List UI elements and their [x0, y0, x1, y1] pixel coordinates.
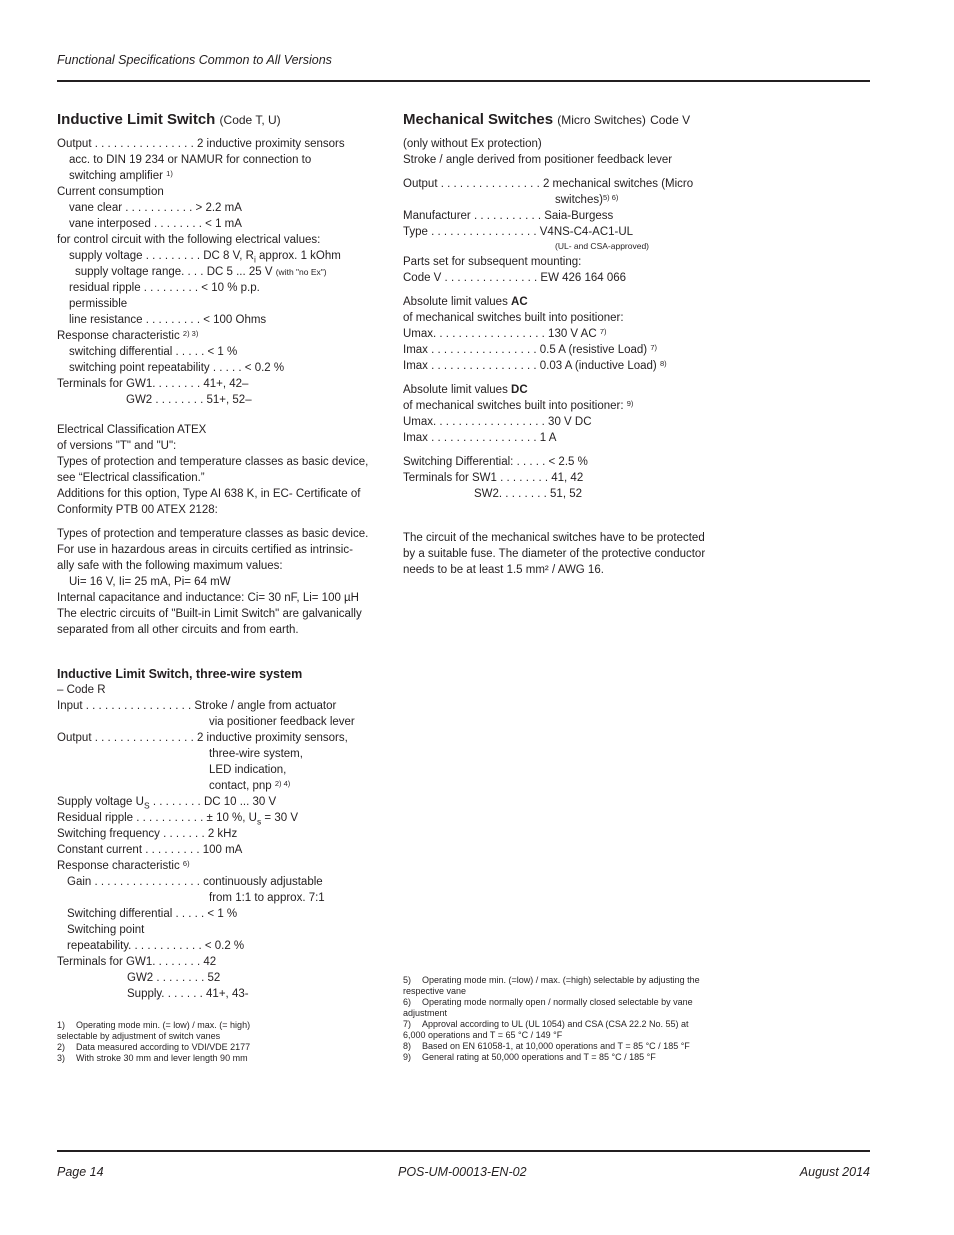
- spec-line: residual ripple . . . . . . . . . < 10 % p.p.: [69, 282, 260, 294]
- footer-rule: [57, 1150, 870, 1152]
- spec-line: Input . . . . . . . . . . . . . . . . . Stroke / angle from actuator: [57, 700, 337, 712]
- spec-line: switching amplifier $^{1)}$: [69, 169, 173, 182]
- footnote: 8) Based on EN 61058-1, at 10,000 operations and T = 85 °C / 185 °F: [403, 1041, 690, 1051]
- spec-line: Umax. . . . . . . . . . . . . . . . . . 130 V AC $^{7)}$: [403, 327, 607, 340]
- spec-line: Residual ripple . . . . . . . . . . . ± 10 %, $U_s = 30$ V: [57, 812, 298, 827]
- atex-line: Additions for this option, Type AI 638 K, in EC- Certificate of: [57, 488, 361, 500]
- spec-line: Current consumption: [57, 186, 164, 198]
- inductive-limit-switch-title: Inductive Limit Switch (Code T, U): [57, 111, 281, 128]
- spec-line: Switching differential . . . . . < 1 %: [67, 908, 238, 920]
- left-column: [57, 110, 377, 1002]
- spec-line: switches)$^{5) 6)}$: [555, 193, 619, 206]
- footnote: 2) Data measured according to VDI/VDE 2177: [57, 1042, 251, 1052]
- note-line: The circuit of the mechanical switches have to be protected: [403, 532, 705, 544]
- spec-line: LED indication,: [209, 764, 287, 776]
- footnote-cont: selectable by adjustment of switch vanes: [57, 1031, 221, 1041]
- spec-line: Type . . . . . . . . . . . . . . . . . V4NS-C4-AC1-UL: [403, 226, 634, 238]
- spec-line: Imax . . . . . . . . . . . . . . . . . 0.03 A (inductive Load) $^{8)}$: [403, 359, 667, 372]
- spec-line: Terminals for SW1 . . . . . . . . 41, 42: [403, 472, 584, 484]
- footnote-cont: respective vane: [403, 986, 467, 996]
- intro-line: Stroke / angle derived from positioner feedback lever: [403, 154, 673, 166]
- intrinsic-line: Ui= 16 V, Ii= 25 mA, Pi= 64 mW: [69, 576, 231, 588]
- spec-line: Supply. . . . . . . 41+, 43-: [127, 988, 249, 1000]
- intrinsic-line: Types of protection and temperature classes as basic device.: [57, 528, 369, 540]
- document-date: August 2014: [799, 1165, 870, 1179]
- spec-line: (UL- and CSA-approved): [555, 241, 650, 251]
- atex-line: Conformity PTB 00 ATEX 2128:: [57, 504, 218, 516]
- three-wire-title: Inductive Limit Switch, three-wire system: [57, 667, 303, 681]
- spec-line: three-wire system,: [209, 748, 303, 760]
- spec-line: Manufacturer . . . . . . . . . . . Saia-Burgess: [403, 210, 614, 222]
- spec-line: Parts set for subsequent mounting:: [403, 256, 582, 268]
- spec-line: acc. to DIN 19 234 or NAMUR for connection to: [69, 154, 312, 166]
- footnote: 7) Approval according to UL (UL 1054) and CSA (CSA 22.2 No. 55) at: [403, 1019, 689, 1029]
- spec-line: SW2. . . . . . . . 51, 52: [474, 488, 583, 500]
- atex-line: Electrical Classification ATEX: [57, 424, 207, 436]
- right-footnotes: [403, 975, 733, 1063]
- spec-line: vane interposed . . . . . . . . < 1 mA: [69, 218, 242, 230]
- spec-line: Response characteristic $^{6)}$: [57, 859, 190, 872]
- spec-line: of mechanical switches built into positioner:: [403, 312, 624, 324]
- three-wire-code: – Code R: [57, 684, 106, 696]
- spec-line: Supply voltage $U_S$ . . . . . . . . DC 10 ... 30 V: [57, 796, 277, 811]
- note-line: needs to be at least 1.5 mm² / AWG 16.: [403, 564, 604, 576]
- intrinsic-line: separated from all other circuits and from earth.: [57, 624, 299, 636]
- spec-line: Output . . . . . . . . . . . . . . . . 2 mechanical switches (Micro: [403, 178, 694, 190]
- footnote: 1) Operating mode min. (= low) / max. (= high): [57, 1020, 251, 1030]
- spec-line: switching point repeatability . . . . . < 0.2 %: [69, 362, 285, 374]
- header-rule: [57, 80, 870, 82]
- running-header: Functional Specifications Common to All Versions: [57, 53, 332, 67]
- spec-line: via positioner feedback lever: [209, 716, 355, 728]
- mechanical-switches-title: Mechanical Switches (Micro Switches) Code V: [403, 111, 691, 128]
- spec-line: supply voltage range. . . . DC 5 ... 25 V (with "no Ex"): [75, 266, 327, 278]
- atex-line: of versions "T" and "U":: [57, 440, 177, 452]
- ac-heading: Absolute limit values AC: [403, 296, 528, 308]
- spec-line: Terminals for GW1. . . . . . . . 42: [57, 956, 217, 968]
- spec-line: switching differential . . . . . < 1 %: [69, 346, 238, 358]
- footnote: 9) General rating at 50,000 operations and T = 85 °C / 185 °F: [403, 1052, 656, 1062]
- footnote: 3) With stroke 30 mm and lever length 90 mm: [57, 1053, 248, 1063]
- intrinsic-line: Internal capacitance and inductance: Ci= 30 nF, Li= 100 µH: [57, 592, 359, 604]
- spec-line: Constant current . . . . . . . . . 100 mA: [57, 844, 243, 856]
- intro-line: (only without Ex protection): [403, 138, 542, 150]
- footnote: 6) Operating mode normally open / normally closed selectable by vane: [403, 997, 693, 1007]
- spec-line: of mechanical switches built into positioner: $^{9)}$: [403, 399, 634, 412]
- intrinsic-line: ally safe with the following maximum values:: [57, 560, 283, 572]
- page-number: Page 14: [57, 1165, 104, 1179]
- spec-line: Switching frequency . . . . . . . 2 kHz: [57, 828, 238, 840]
- right-column: [403, 110, 733, 578]
- spec-line: Output . . . . . . . . . . . . . . . . 2 inductive proximity sensors,: [57, 732, 348, 744]
- spec-line: Terminals for GW1. . . . . . . . 41+, 42–: [57, 378, 249, 390]
- spec-line: Gain . . . . . . . . . . . . . . . . . continuously adjustable: [67, 876, 323, 888]
- document-id: POS-UM-00013-EN-02: [398, 1165, 527, 1179]
- footnote: 5) Operating mode min. (=low) / max. (=high) selectable by adjusting the: [403, 975, 700, 985]
- footnote-cont: adjustment: [403, 1008, 448, 1018]
- spec-line: Imax . . . . . . . . . . . . . . . . . 0.5 A (resistive Load) $^{7)}$: [403, 343, 658, 356]
- spec-line: Output . . . . . . . . . . . . . . . . 2 inductive proximity sensors: [57, 138, 345, 150]
- atex-line: see “Electrical classification.”: [57, 472, 205, 484]
- spec-line: line resistance . . . . . . . . . < 100 Ohms: [69, 314, 267, 326]
- atex-line: Types of protection and temperature classes as basic device,: [57, 456, 369, 468]
- spec-line: for control circuit with the following electrical values:: [57, 234, 321, 246]
- spec-line: from 1:1 to approx. 7:1: [209, 892, 325, 904]
- spec-line: contact, pnp $^{2) 4)}$: [209, 779, 291, 792]
- note-line: by a suitable fuse. The diameter of the protective conductor: [403, 548, 706, 560]
- spec-line: Code V . . . . . . . . . . . . . . . EW 426 164 066: [403, 272, 627, 284]
- dc-heading: Absolute limit values DC: [403, 384, 528, 396]
- spec-line: supply voltage . . . . . . . . . DC 8 V, $R_i$ approx. 1 kOhm: [69, 250, 341, 265]
- footnote-cont: 6,000 operations and T = 65 °C / 149 °F: [403, 1030, 563, 1040]
- spec-line: permissible: [69, 298, 128, 310]
- spec-line: Umax. . . . . . . . . . . . . . . . . . 30 V DC: [403, 416, 592, 428]
- spec-line: vane clear . . . . . . . . . . . > 2.2 mA: [69, 202, 242, 214]
- spec-line: repeatability. . . . . . . . . . . . < 0.2 %: [67, 940, 245, 952]
- spec-line: Switching Differential: . . . . . < 2.5 %: [403, 456, 588, 468]
- spec-line: Switching point: [67, 924, 145, 936]
- spec-line: GW2 . . . . . . . . 52: [127, 972, 221, 984]
- intrinsic-line: For use in hazardous areas in circuits certified as intrinsic-: [57, 544, 353, 556]
- left-footnotes: [57, 1020, 377, 1064]
- spec-line: Response characteristic $^{2) 3)}$: [57, 329, 199, 342]
- spec-line: Imax . . . . . . . . . . . . . . . . . 1 A: [403, 432, 557, 444]
- spec-line: GW2 . . . . . . . . 51+, 52–: [126, 394, 252, 406]
- intrinsic-line: The electric circuits of "Built-in Limit Switch" are galvanically: [57, 608, 362, 620]
